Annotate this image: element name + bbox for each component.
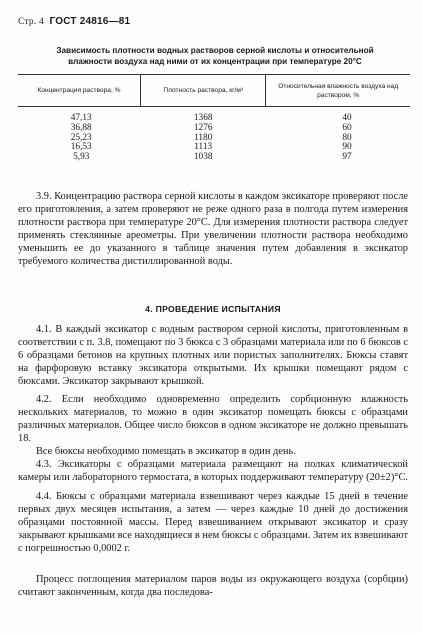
column-header-concentration: Концентрация раствора, % xyxy=(18,75,140,107)
density-humidity-table xyxy=(18,74,410,163)
cell-humidity: 80 xyxy=(342,132,352,143)
paragraph-4-5: Процесс поглощения материалом паров воды из окружающего воздуха (сорбции) считают законченным, когда два последова- xyxy=(18,574,408,599)
table-title-line-2: влажности воздуха над ними от их концентрации при температуре 20°С xyxy=(68,57,362,66)
section-heading: 4. ПРОВЕДЕНИЕ ИСПЫТАНИЯ xyxy=(145,304,281,314)
cell-humidity: 40 xyxy=(342,113,352,123)
cell-density: 1180 xyxy=(194,132,213,143)
cell-humidity: 60 xyxy=(342,122,352,133)
paragraph-4-4: 4.4. Бюксы с образцами материала взвешивают через каждые 15 дней в течение первых двух месяцев испытания, а затем — через каждые 10 дней до достижения образцами постоянной массы. Перед взвешиванием открывают эксикатор и сразу закрывают крышками все находящиеся в нем бюксы с образцами. Затем их взвешивают с погрешностью 0,0002 г. xyxy=(18,491,408,555)
column-header-density: Плотность раствора, кг/м³ xyxy=(140,75,265,107)
cell-concentration: 16,53 xyxy=(70,142,92,153)
page-number: Стр. 4 xyxy=(18,17,44,27)
cell-concentration: 47,13 xyxy=(70,113,92,123)
paragraph-4-1: 4.1. В каждый эксикатор с водным раствором серной кислоты, приготовленным в соответствии с п. 3.8, помещают по 3 бюкса с 3 образцами материала или по 6 бюксов с 6 образцами бетонов на крупных плотных или пористых заполнителях. Бюксы ставят на фарфоровую вставку эксикатора открытыми. Их крышки помещают рядом с бюксами. Эксикатор закрывают крышкой. xyxy=(18,324,408,388)
column-header-humidity: Относительная влажность воздуха над раствором, % xyxy=(266,75,410,107)
table-title-line-1: Зависимость плотности водных растворов серной кислоты и относительной xyxy=(56,46,374,55)
cell-density: 1113 xyxy=(194,142,213,153)
paragraph-4-2-continued: Все бюксы необходимо помещать в эксикатор в один день. xyxy=(36,446,296,457)
table-header-row xyxy=(18,75,410,107)
table-title xyxy=(30,45,400,67)
cell-concentration: 36,88 xyxy=(70,122,92,133)
cell-humidity: 90 xyxy=(342,142,352,153)
paragraph-4-3: 4.3. Эксикаторы с образцами материала размещают на полках климатической камеры или лабораторного термостата, в которых поддерживают температуру (20±2)°С. xyxy=(18,459,409,484)
running-header xyxy=(18,16,130,27)
cell-concentration: 5,93 xyxy=(73,152,90,163)
table-row xyxy=(18,153,410,163)
cell-density: 1276 xyxy=(193,122,213,133)
cell-concentration: 25,23 xyxy=(70,132,92,143)
cell-density: 1368 xyxy=(193,113,213,123)
table-row xyxy=(18,107,410,124)
paragraph-3-9: 3.9. Концентрацию раствора серной кислоты в каждом эксикаторе проверяют после его приготовления, а затем проверяют не реже одного раза в полгода путем измерения плотности раствора при температуре 20°С. Для измерения плотности раствора следует применять стеклянные ареометры. При увеличении плотности раствора необходимо уменьшить ее до указанного в таблице значения путем добавления в эксикатор требуемого количества дистиллированной воды. xyxy=(18,191,408,268)
paragraph-4-2: 4.2. Если необходимо одновременно определить сорбционную влажность нескольких материалов, то можно в один эксикатор помещать бюксы с образцами различных материалов. Общее число бюксов в одном эксикаторе не должно превышать 18. xyxy=(18,394,408,445)
cell-humidity: 97 xyxy=(342,152,352,163)
cell-density: 1038 xyxy=(193,152,213,163)
standard-number: ГОСТ 24816—81 xyxy=(49,16,131,27)
